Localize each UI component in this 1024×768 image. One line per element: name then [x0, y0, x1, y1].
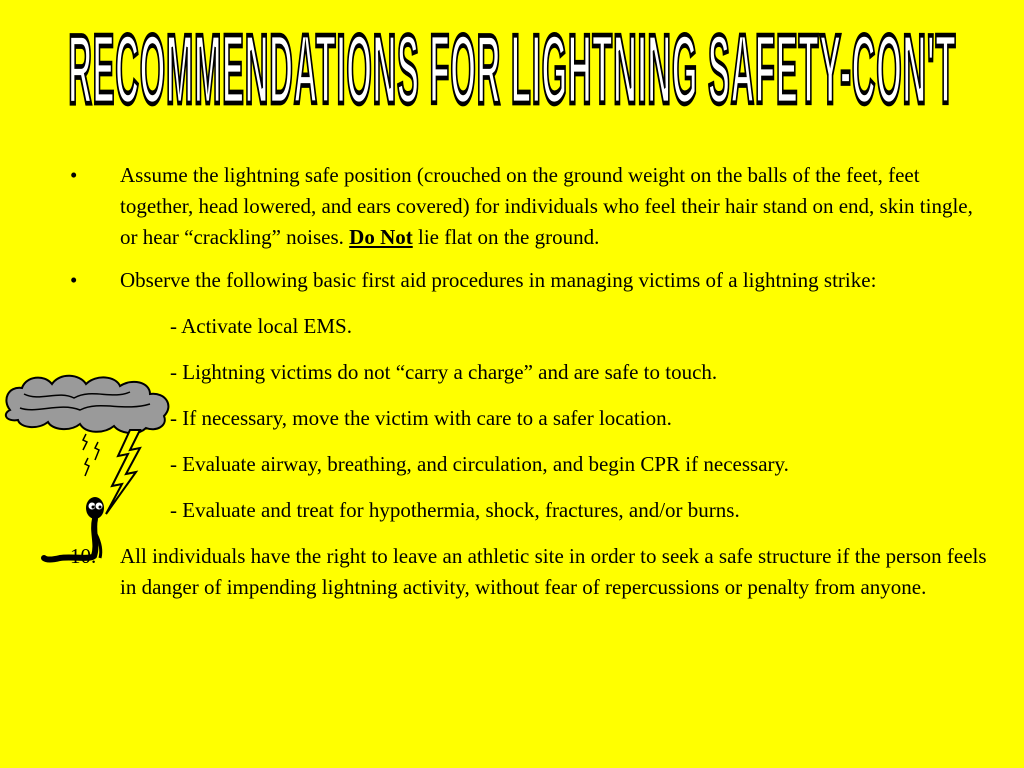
page-title: RECOMMENDATIONS FOR LIGHTNING SAFETY-CON'T	[67, 13, 957, 125]
emphasis-text: Do Not	[349, 225, 413, 249]
title-container	[0, 10, 1024, 130]
bullet-text: Observe the following basic first aid procedures in managing victims of a lightning strike:	[120, 268, 877, 292]
bullet-text-continued: lie flat on the ground.	[412, 225, 600, 249]
sub-item-no-charge: - Lightning victims do not “carry a charge” and are safe to touch.	[170, 360, 718, 384]
bullet-item-safe-position	[70, 160, 990, 253]
bullet-text: Assume the lightning safe position (crouched on the ground weight on the balls of the feet, feet together, head lowered, and ears covered) for individuals who feel their hair stand on end, skin tingle, or hear “crackling” noises.	[120, 163, 973, 249]
content-body	[70, 160, 990, 603]
bullet-marker: •	[70, 163, 78, 187]
bullet-marker: •	[70, 268, 78, 292]
rain-squiggle-icon	[83, 434, 99, 476]
sub-item-treat-injuries: - Evaluate and treat for hypothermia, shock, fractures, and/or burns.	[170, 498, 740, 522]
cloud-icon	[6, 376, 169, 433]
sub-item-move-victim: - If necessary, move the victim with care to a safer location.	[170, 406, 672, 430]
sub-item-activate-ems: - Activate local EMS.	[170, 314, 352, 338]
sub-item-evaluate-cpr: - Evaluate airway, breathing, and circulation, and begin CPR if necessary.	[170, 452, 789, 476]
storm-cloud-lightning-figure-icon	[0, 372, 175, 572]
bullet-item-first-aid	[70, 265, 990, 296]
item-number: 10.	[70, 544, 97, 568]
numbered-text: All individuals have the right to leave an athletic site in order to seek a safe structure if the person feels in danger of impending lightning activity, without fear of repercussions or penalty from anyone.	[120, 544, 987, 599]
numbered-item-10	[70, 541, 990, 603]
lightning-bolt-icon	[106, 430, 140, 514]
stick-figure-icon	[44, 497, 104, 560]
